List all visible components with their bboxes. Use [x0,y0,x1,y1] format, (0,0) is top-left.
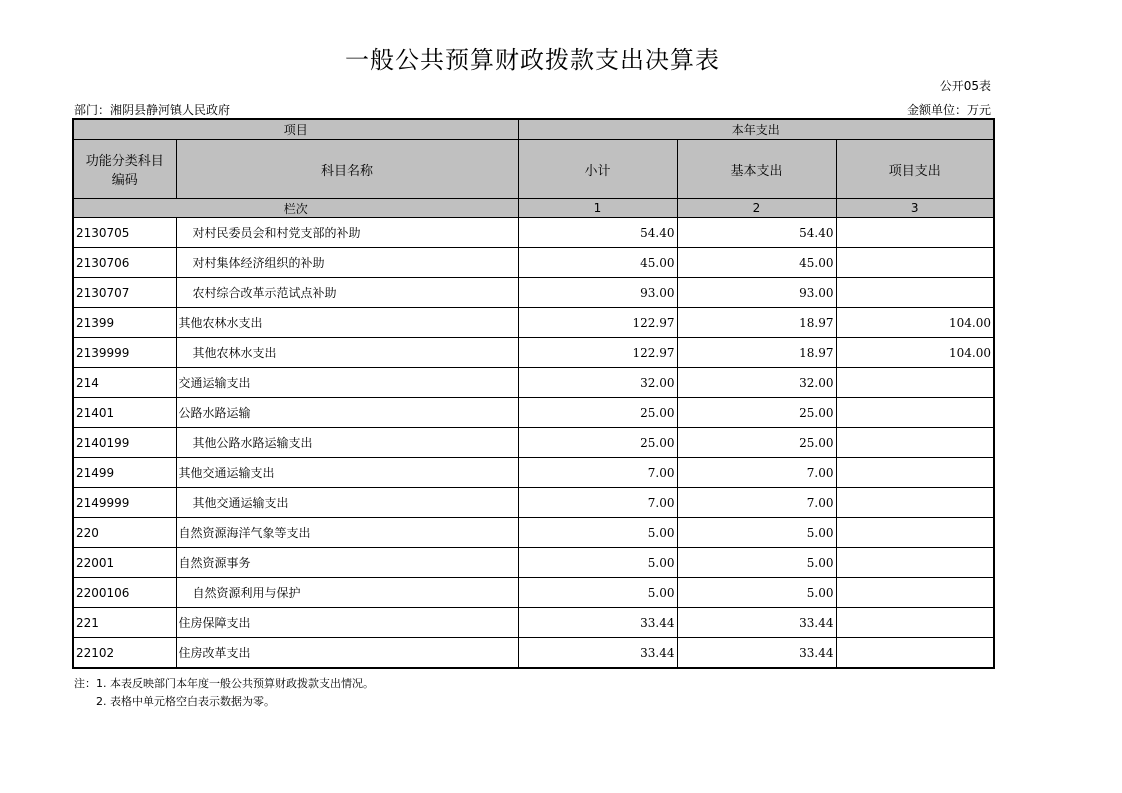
form-number: 公开05表 [939,79,991,93]
name-cell: 自然资源事务 [176,548,518,578]
basic-cell: 32.00 [677,368,836,398]
basic-cell: 45.00 [677,248,836,278]
project-cell [836,608,994,638]
table-row [73,458,994,488]
name-cell: 自然资源利用与保护 [176,578,518,608]
basic-cell: 18.97 [677,308,836,338]
name-cell: 其他交通运输支出 [176,458,518,488]
table-row [73,308,994,338]
project-cell: 104.00 [836,338,994,368]
name-cell: 其他公路水路运输支出 [176,428,518,458]
header-col1: 1 [518,199,677,218]
header-project: 项目 [73,119,518,140]
table-row [73,608,994,638]
code-cell: 221 [73,608,176,638]
basic-cell: 5.00 [677,548,836,578]
basic-cell: 18.97 [677,338,836,368]
basic-cell: 5.00 [677,518,836,548]
project-cell [836,488,994,518]
header-basic: 基本支出 [677,140,836,199]
table-row [73,638,994,669]
table-row [73,428,994,458]
code-cell: 220 [73,518,176,548]
code-cell: 21401 [73,398,176,428]
notes [74,675,374,711]
subtotal-cell: 33.44 [518,608,677,638]
header-row-3 [73,199,994,218]
project-cell [836,458,994,488]
code-cell: 2130705 [73,218,176,248]
project-cell: 104.00 [836,308,994,338]
subtotal-cell: 33.44 [518,638,677,669]
project-cell [836,218,994,248]
table-row [73,248,994,278]
name-cell: 自然资源海洋气象等支出 [176,518,518,548]
code-cell: 2200106 [73,578,176,608]
basic-cell: 5.00 [677,578,836,608]
code-cell: 2149999 [73,488,176,518]
subtotal-cell: 32.00 [518,368,677,398]
basic-cell: 7.00 [677,488,836,518]
code-cell: 214 [73,368,176,398]
table-row [73,338,994,368]
code-cell: 22001 [73,548,176,578]
table-row [73,218,994,248]
subtotal-cell: 122.97 [518,308,677,338]
note-1: 注：1. 本表反映部门本年度一般公共预算财政拨款支出情况。 [74,677,374,690]
subtotal-cell: 5.00 [518,548,677,578]
code-cell: 21499 [73,458,176,488]
project-cell [836,248,994,278]
subtotal-cell: 122.97 [518,338,677,368]
project-cell [836,398,994,428]
header-project-exp: 项目支出 [836,140,994,199]
basic-cell: 54.40 [677,218,836,248]
table-row [73,578,994,608]
table-row [73,368,994,398]
subtotal-cell: 7.00 [518,488,677,518]
name-cell: 住房改革支出 [176,638,518,669]
table-row [73,548,994,578]
project-cell [836,368,994,398]
name-cell: 对村集体经济组织的补助 [176,248,518,278]
header-row-2 [73,140,994,199]
basic-cell: 25.00 [677,398,836,428]
subtotal-cell: 54.40 [518,218,677,248]
project-cell [836,278,994,308]
department-label: 部门：湘阴县静河镇人民政府 [74,103,231,117]
table-row [73,278,994,308]
subtotal-cell: 5.00 [518,578,677,608]
subtotal-cell: 5.00 [518,518,677,548]
name-cell: 交通运输支出 [176,368,518,398]
code-cell: 22102 [73,638,176,669]
code-cell: 2139999 [73,338,176,368]
basic-cell: 25.00 [677,428,836,458]
header-col3: 3 [836,199,994,218]
name-cell: 其他交通运输支出 [176,488,518,518]
basic-cell: 33.44 [677,638,836,669]
basic-cell: 7.00 [677,458,836,488]
name-cell: 公路水路运输 [176,398,518,428]
code-cell: 2140199 [73,428,176,458]
header-row-1 [73,119,994,140]
table-row [73,518,994,548]
name-cell: 其他农林水支出 [176,308,518,338]
basic-cell: 93.00 [677,278,836,308]
subtotal-cell: 7.00 [518,458,677,488]
subtotal-cell: 45.00 [518,248,677,278]
header-this-year: 本年支出 [518,119,994,140]
header-row-label: 栏次 [73,199,518,218]
project-cell [836,428,994,458]
report-title: 一般公共预算财政拨款支出决算表 [345,46,720,74]
subtotal-cell: 25.00 [518,428,677,458]
code-cell: 21399 [73,308,176,338]
table-row [73,488,994,518]
header-name: 科目名称 [176,140,518,199]
amount-unit-label: 金额单位：万元 [906,103,991,117]
project-cell [836,548,994,578]
name-cell: 其他农林水支出 [176,338,518,368]
subtotal-cell: 25.00 [518,398,677,428]
expenditure-table [72,118,995,669]
header-col2: 2 [677,199,836,218]
name-cell: 对村民委员会和村党支部的补助 [176,218,518,248]
basic-cell: 33.44 [677,608,836,638]
note-2: 2. 表格中单元格空白表示数据为零。 [96,695,275,708]
header-subtotal: 小计 [518,140,677,199]
code-cell: 2130707 [73,278,176,308]
header-code: 功能分类科目编码 [73,140,176,199]
subtotal-cell: 93.00 [518,278,677,308]
name-cell: 住房保障支出 [176,608,518,638]
code-cell: 2130706 [73,248,176,278]
name-cell: 农村综合改革示范试点补助 [176,278,518,308]
table-row [73,398,994,428]
project-cell [836,638,994,669]
project-cell [836,578,994,608]
project-cell [836,518,994,548]
